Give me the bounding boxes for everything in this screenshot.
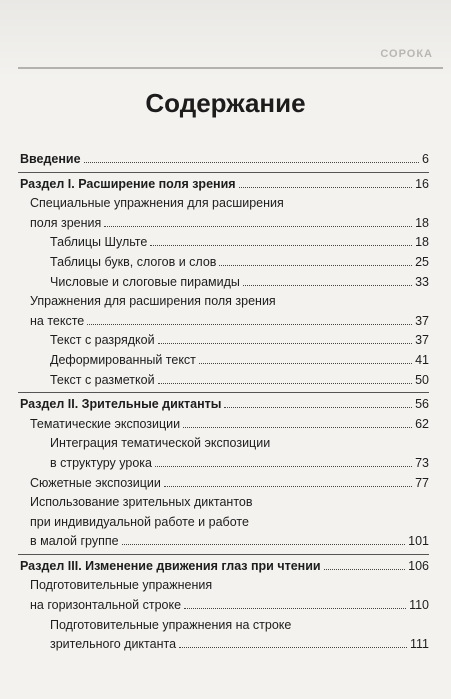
toc-page-number: 6 [422,152,429,166]
toc-page-number: 18 [415,235,429,250]
toc-entry-title: в малой группе [30,534,119,549]
toc-entry[interactable] [0,395,451,415]
toc-entry-title: Подготовительные упражнения на строке [50,617,292,632]
dot-leader [224,407,412,408]
dot-leader [184,608,406,609]
toc-entry[interactable] [0,150,451,170]
toc-entry-title: Интеграция тематической экспозиции [50,436,271,451]
dot-leader [158,343,413,344]
toc-page-number: 101 [408,534,429,549]
dot-leader [179,647,407,648]
toc-entry-title: Раздел I. Расширение поля зрения [20,176,236,191]
toc-page-number: 16 [415,176,429,191]
toc-entry-title: на горизонтальной строке [30,598,182,613]
toc-entry[interactable] [0,616,451,655]
dot-leader [84,162,419,163]
dot-leader [219,265,412,266]
toc-page-number: 41 [415,352,429,367]
toc-entry-title: Текст с разрядкой [50,333,155,348]
table-of-contents [0,150,451,655]
toc-entry-title: Раздел II. Зрительные диктанты [20,397,222,412]
dot-leader [104,226,412,227]
toc-entry[interactable] [0,273,451,293]
toc-entry[interactable] [0,434,451,473]
running-head: СОРОКА [380,48,433,60]
toc-entry[interactable] [0,175,451,195]
toc-entry[interactable] [0,576,451,615]
dot-leader [150,245,412,246]
toc-page-number: 106 [408,558,429,573]
toc-entry-title: Сюжетные экспозиции [30,475,161,490]
toc-entry[interactable] [0,331,451,351]
toc-entry[interactable] [0,415,451,435]
dot-leader [183,427,412,428]
toc-page-number: 18 [415,215,429,230]
toc-entry-title: Текст с разметкой [50,372,155,387]
toc-entry-title: Числовые и слоговые пирамиды [50,274,240,289]
toc-entry-title: зрительного диктанта [50,637,177,652]
toc-entry-title: Использование зрительных диктантов [30,495,253,510]
toc-page-number: 62 [415,416,429,431]
toc-entry-title: при индивидуальной работе и работе [30,514,249,529]
toc-entry[interactable] [0,351,451,371]
toc-page-number: 77 [415,475,429,490]
toc-entry[interactable] [0,493,451,552]
toc-entry[interactable] [0,194,451,233]
toc-entry[interactable] [0,474,451,494]
top-rule [18,67,443,69]
toc-entry-title: Таблицы букв, слогов и слов [50,254,217,269]
dot-leader [199,363,412,364]
toc-entry-title: Таблицы Шульте [50,235,148,250]
toc-entry-title: Специальные упражнения для расширения [30,196,284,211]
toc-entry-title: Введение [20,152,81,166]
dot-leader [87,324,412,325]
page-title: Содержание [145,88,306,118]
toc-page-number: 25 [415,254,429,269]
toc-page-number: 50 [415,372,429,387]
toc-entry[interactable] [0,292,451,331]
toc-entry[interactable] [0,371,451,391]
dot-leader [164,486,412,487]
toc-page-number: 73 [415,455,429,470]
toc-entry-title: Упражнения для расширения поля зрения [30,294,276,309]
toc-entry-title: Раздел III. Изменение движения глаз при чтении [20,558,321,573]
toc-page-number: 33 [415,274,429,289]
toc-page-number: 56 [415,397,429,412]
toc-page-number: 37 [415,333,429,348]
dot-leader [122,544,406,545]
toc-entry[interactable] [0,557,451,577]
toc-entry[interactable] [0,233,451,253]
toc-entry-title: в структуру урока [50,455,152,470]
toc-entry-title: Тематические экспозиции [30,416,181,431]
toc-page-number: 110 [409,598,429,613]
toc-entry[interactable] [0,253,451,273]
dot-leader [239,187,413,188]
dot-leader [243,285,412,286]
toc-entry-title: Подготовительные упражнения [30,578,213,593]
toc-page-number: 111 [409,637,429,652]
toc-entry-title: Деформированный текст [50,352,196,367]
dot-leader [155,466,412,467]
toc-entry-title: на тексте [30,313,85,328]
toc-page-number: 37 [415,313,429,328]
toc-entry-title: поля зрения [30,215,102,230]
dot-leader [324,569,406,570]
dot-leader [158,383,413,384]
